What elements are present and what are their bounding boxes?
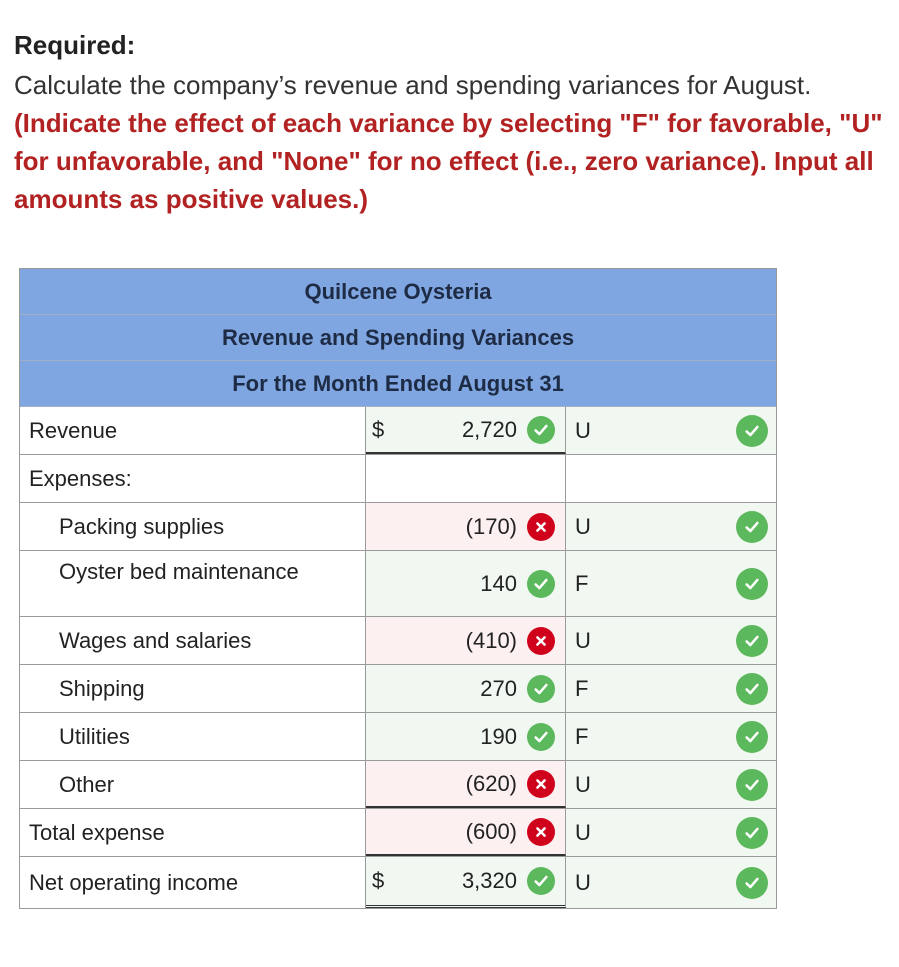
row-label: Other (20, 761, 366, 808)
x-circle-icon (527, 770, 555, 798)
required-instruction: (Indicate the effect of each variance by selecting "F" for favorable, "U" for unfavorable, and "None" for no effect (i.e., zero variance). Input all amounts as positive values.) (14, 108, 883, 214)
table-report-header: Revenue and Spending Variances (20, 315, 776, 361)
amount-cell (366, 761, 566, 808)
effect-cell (566, 713, 776, 760)
amount-input[interactable]: 2,720 (461, 416, 517, 442)
effect-select[interactable]: F (575, 723, 589, 749)
effect-select[interactable]: F (575, 570, 589, 596)
effect-cell (566, 503, 776, 550)
check-circle-icon (736, 867, 768, 899)
row-label: Utilities (20, 713, 366, 760)
table-row (20, 809, 776, 857)
effect-select[interactable]: U (575, 819, 591, 845)
row-label: Shipping (20, 665, 366, 712)
effect-cell (566, 857, 776, 908)
amount-input[interactable]: (600) (465, 818, 517, 844)
table-row (20, 761, 776, 809)
table-row (20, 407, 776, 455)
table-row (20, 857, 776, 909)
check-circle-icon (736, 769, 768, 801)
amount-cell (366, 407, 566, 454)
x-circle-icon (527, 818, 555, 846)
table-row (20, 551, 776, 617)
effect-select[interactable]: F (575, 675, 589, 701)
currency-symbol: $ (372, 416, 385, 442)
effect-cell (566, 809, 776, 856)
effect-select[interactable]: U (575, 627, 591, 653)
x-circle-icon (527, 513, 555, 541)
amount-input[interactable]: (410) (465, 627, 517, 653)
table-row (20, 713, 776, 761)
effect-select[interactable]: U (575, 869, 591, 895)
row-label: Net operating income (20, 857, 366, 908)
row-label: Expenses: (20, 455, 366, 502)
check-circle-icon (736, 817, 768, 849)
row-label: Wages and salaries (20, 617, 366, 664)
amount-input[interactable]: (620) (465, 770, 517, 796)
table-row (20, 503, 776, 551)
currency-symbol: $ (372, 868, 385, 893)
effect-cell (566, 407, 776, 454)
row-label: Oyster bed maintenance (20, 551, 366, 616)
check-circle-icon (736, 415, 768, 447)
row-label: Revenue (20, 407, 366, 454)
row-label: Total expense (20, 809, 366, 856)
effect-cell (566, 551, 776, 616)
amount-cell (366, 617, 566, 664)
effect-select[interactable]: U (575, 771, 591, 797)
check-circle-icon (736, 511, 768, 543)
amount-input[interactable]: 270 (480, 675, 517, 701)
amount-cell (366, 665, 566, 712)
check-circle-icon (527, 570, 555, 598)
check-circle-icon (736, 625, 768, 657)
table-row (20, 665, 776, 713)
effect-cell (566, 761, 776, 808)
amount-input[interactable]: 3,320 (461, 868, 517, 893)
check-circle-icon (736, 568, 768, 600)
amount-cell (366, 713, 566, 760)
x-circle-icon (527, 627, 555, 655)
effect-select[interactable]: U (575, 513, 591, 539)
check-circle-icon (527, 416, 555, 444)
table-company-header: Quilcene Oysteria (20, 269, 776, 315)
check-circle-icon (736, 673, 768, 705)
effect-cell (566, 617, 776, 664)
table-row (20, 455, 776, 503)
required-title: Required: (14, 30, 136, 60)
amount-cell (366, 857, 566, 908)
table-period-header: For the Month Ended August 31 (20, 361, 776, 407)
amount-cell (366, 503, 566, 550)
required-text (14, 66, 884, 218)
check-circle-icon (527, 867, 555, 895)
check-circle-icon (527, 675, 555, 703)
amount-input[interactable]: (170) (465, 513, 517, 539)
amount-cell (366, 455, 566, 502)
variance-table (19, 268, 777, 909)
amount-cell (366, 809, 566, 856)
check-circle-icon (527, 723, 555, 751)
effect-cell (566, 665, 776, 712)
amount-cell (366, 551, 566, 616)
table-row (20, 617, 776, 665)
check-circle-icon (736, 721, 768, 753)
amount-input[interactable]: 140 (480, 570, 517, 596)
row-label: Packing supplies (20, 503, 366, 550)
amount-input[interactable]: 190 (480, 723, 517, 749)
effect-cell (566, 455, 776, 502)
effect-select[interactable]: U (575, 417, 591, 443)
required-question: Calculate the company’s revenue and spending variances for August. (14, 70, 812, 100)
